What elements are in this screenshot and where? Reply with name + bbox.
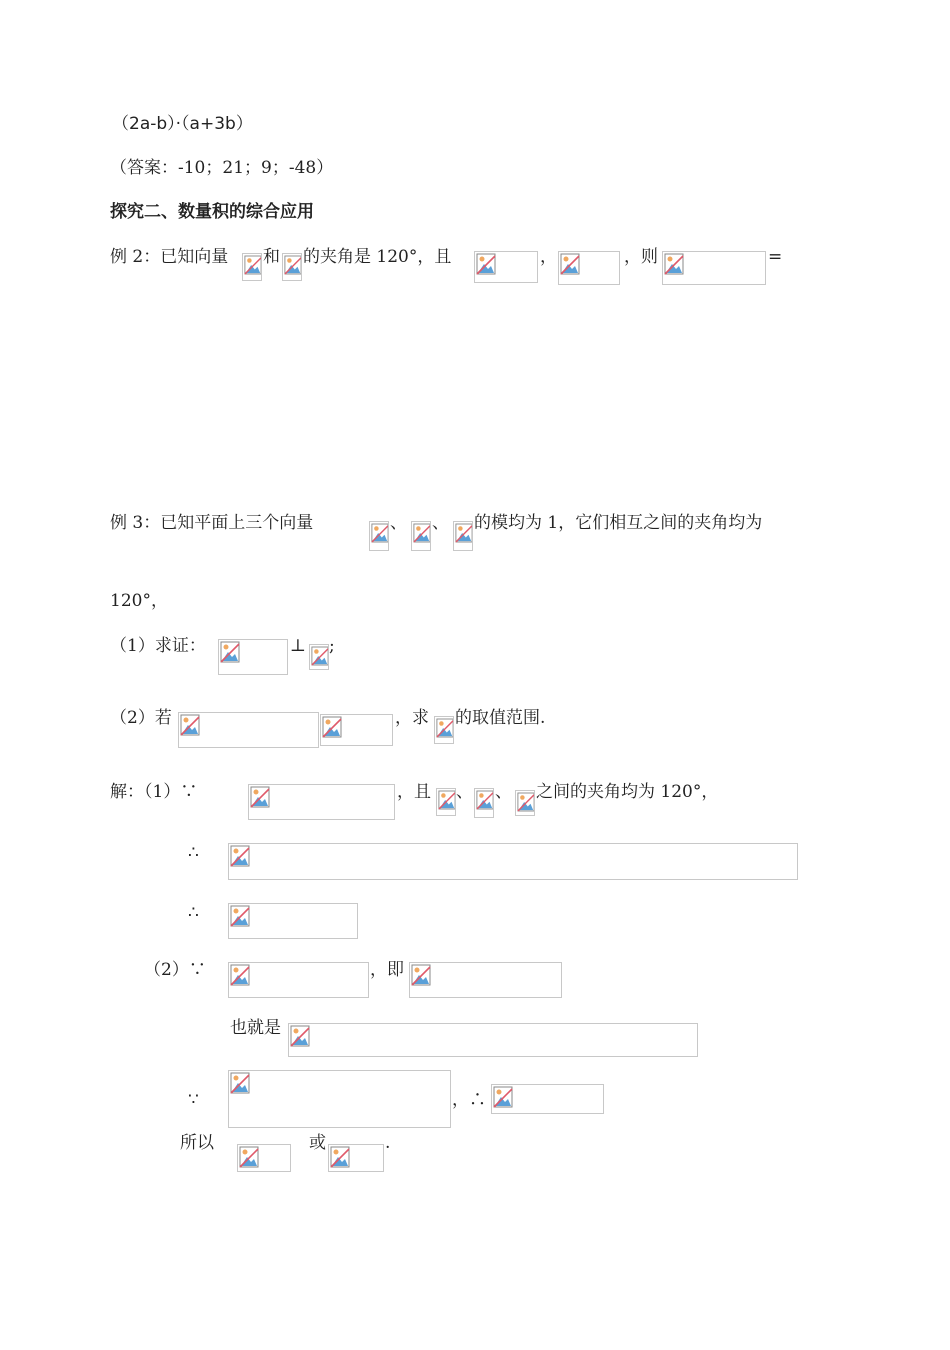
because-sign: ∵ — [188, 1090, 199, 1110]
broken-image-icon — [284, 255, 302, 275]
image-placeholder — [228, 843, 798, 880]
comma-therefore: ，∴ — [452, 1090, 486, 1110]
example3-lead: 例 3：已知平面上三个向量 — [110, 513, 314, 533]
example2-then: ，则 — [624, 247, 658, 267]
image-placeholder — [436, 788, 456, 816]
solution-or: 或 — [309, 1133, 326, 1153]
solution-angle-text: 之间的夹角均为 120°， — [536, 782, 719, 802]
expression-line: （2a-b）·（a+3b） — [112, 114, 253, 134]
solution-lead: 解：（1）∵ — [110, 782, 198, 802]
broken-image-icon — [455, 523, 473, 543]
solution-period: . — [385, 1133, 391, 1153]
broken-image-icon — [493, 1086, 513, 1108]
question2-lead: （2）若 — [110, 708, 172, 728]
broken-image-icon — [476, 253, 496, 275]
example3-sep: 、 — [432, 513, 449, 533]
example2-angle-text: 的夹角是 120°，且 — [303, 247, 452, 267]
solution-sep: 、 — [495, 782, 512, 802]
broken-image-icon — [411, 964, 431, 986]
broken-image-icon — [664, 253, 684, 275]
question1-lead: （1）求证： — [110, 636, 206, 656]
broken-image-icon — [244, 255, 262, 275]
broken-image-icon — [322, 716, 342, 738]
image-placeholder — [409, 962, 562, 998]
broken-image-icon — [311, 646, 329, 666]
example2-lead: 例 2：已知向量 — [110, 247, 229, 267]
broken-image-icon — [230, 1072, 250, 1094]
example3-continuation: 120°， — [110, 591, 168, 611]
solution-ie: ，即 — [370, 960, 404, 980]
perpendicular-sign: ⊥ — [290, 636, 306, 656]
therefore-sign: ∴ — [188, 843, 199, 863]
broken-image-icon — [330, 1146, 350, 1168]
broken-image-icon — [239, 1146, 259, 1168]
image-placeholder — [434, 716, 454, 744]
image-placeholder — [515, 790, 535, 816]
example2-and: 和 — [263, 247, 280, 267]
broken-image-icon — [230, 964, 250, 986]
question2-mid: ，求 — [395, 708, 429, 728]
image-placeholder — [369, 521, 389, 551]
image-placeholder — [228, 962, 369, 998]
therefore-sign: ∴ — [188, 903, 199, 923]
example3-tail: 的模均为 1，它们相互之间的夹角均为 — [474, 513, 763, 533]
image-placeholder — [178, 712, 319, 748]
image-placeholder — [288, 1023, 698, 1057]
image-placeholder — [453, 521, 473, 551]
broken-image-icon — [180, 714, 200, 736]
solution-part2-lead: （2）∵ — [144, 960, 206, 980]
image-placeholder — [237, 1144, 291, 1172]
image-placeholder — [558, 251, 620, 285]
example3-sep: 、 — [390, 513, 407, 533]
broken-image-icon — [413, 523, 431, 543]
broken-image-icon — [438, 790, 456, 810]
broken-image-icon — [220, 641, 240, 663]
broken-image-icon — [290, 1025, 310, 1047]
broken-image-icon — [476, 790, 494, 810]
image-placeholder — [474, 788, 494, 818]
solution-and: ，且 — [397, 782, 431, 802]
solution-so: 所以 — [180, 1133, 214, 1153]
broken-image-icon — [560, 253, 580, 275]
image-placeholder — [282, 253, 302, 281]
image-placeholder — [228, 1070, 451, 1128]
image-placeholder — [491, 1084, 604, 1114]
image-placeholder — [242, 253, 262, 281]
image-placeholder — [320, 714, 393, 746]
question2-tail: 的取值范围. — [455, 708, 546, 728]
image-placeholder — [474, 251, 538, 283]
broken-image-icon — [230, 845, 250, 867]
broken-image-icon — [371, 523, 389, 543]
broken-image-icon — [517, 792, 535, 812]
image-placeholder — [662, 251, 766, 285]
image-placeholder — [411, 521, 431, 551]
example2-comma: ， — [540, 247, 557, 267]
broken-image-icon — [436, 718, 454, 738]
image-placeholder — [309, 644, 329, 670]
image-placeholder — [248, 784, 395, 820]
semicolon: ; — [329, 636, 335, 656]
solution-that-is: 也就是 — [230, 1018, 281, 1038]
answer-text: （答案：-10；21；9；-48） — [110, 158, 334, 178]
broken-image-icon — [250, 786, 270, 808]
section-title: 探究二、数量积的综合应用 — [110, 202, 314, 222]
image-placeholder — [218, 639, 288, 675]
solution-sep: 、 — [456, 782, 473, 802]
broken-image-icon — [230, 905, 250, 927]
image-placeholder — [328, 1144, 384, 1172]
example2-equals: = — [768, 247, 783, 267]
image-placeholder — [228, 903, 358, 939]
